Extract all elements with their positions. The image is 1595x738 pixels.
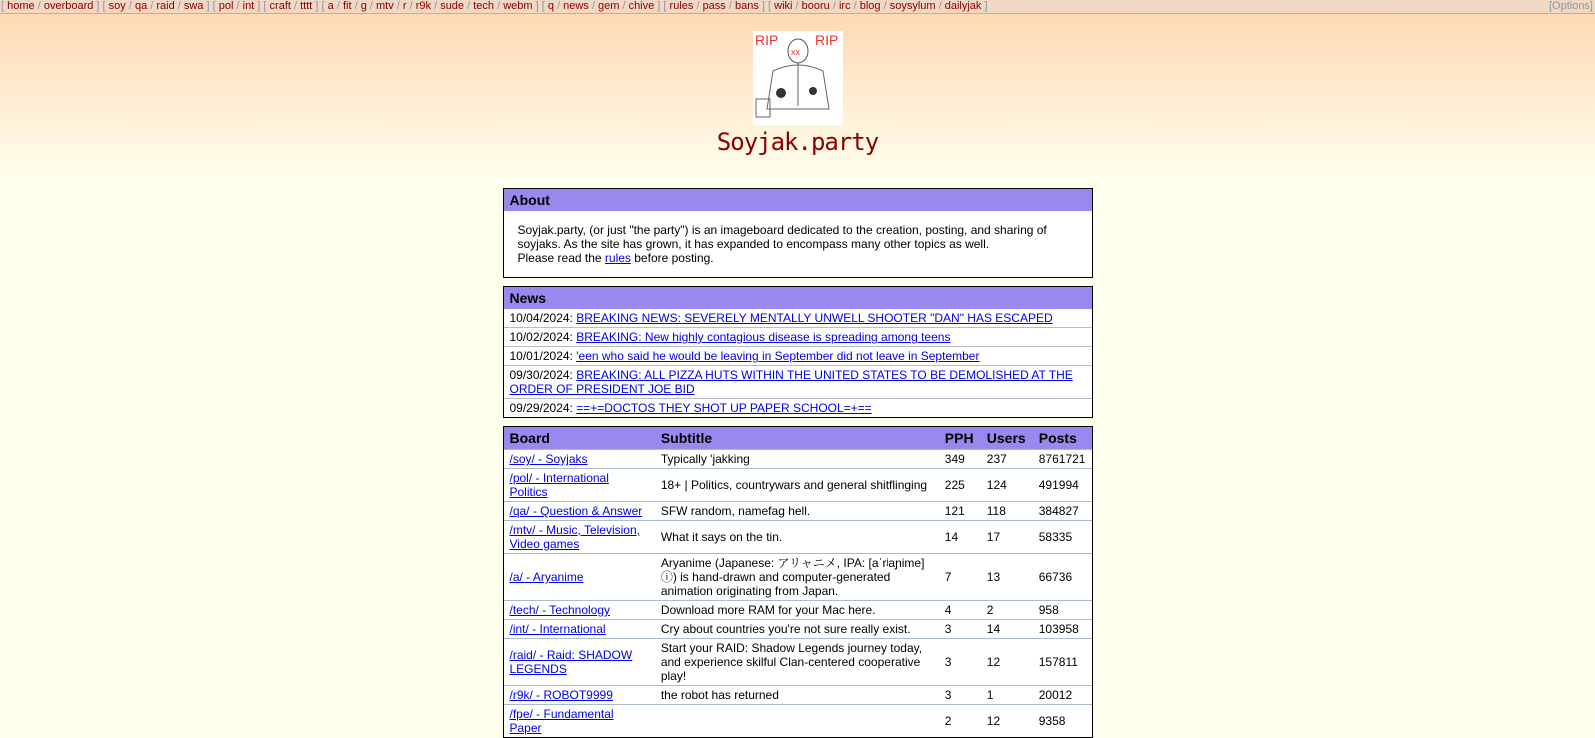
nav-link-qa[interactable]: qa — [134, 0, 148, 12]
board-subtitle: Start your RAID: Shadow Legends journey today, and experience skilful Clan-centered cooperative play! — [655, 639, 939, 686]
board-link[interactable]: /soy/ - Soyjaks — [509, 452, 588, 466]
board-posts: 157811 — [1033, 639, 1092, 686]
board-link[interactable]: /raid/ - Raid: SHADOW LEGENDS — [509, 648, 633, 676]
column-header-users: Users — [981, 427, 1033, 450]
board-posts: 491994 — [1033, 469, 1092, 502]
nav-link-tech[interactable]: tech — [473, 0, 495, 12]
board-pph: 121 — [939, 502, 981, 521]
board-subtitle — [655, 705, 939, 738]
board-subtitle: Cry about countries you're not sure really exist. — [655, 620, 939, 639]
board-row — [504, 450, 1092, 469]
board-posts: 58335 — [1033, 521, 1092, 554]
boards-table — [504, 427, 1092, 737]
board-row — [504, 705, 1092, 738]
nav-link-r9k[interactable]: r9k — [415, 0, 432, 12]
nav-link-news[interactable]: news — [563, 0, 589, 12]
column-header-pph: PPH — [939, 427, 981, 450]
nav-link-q[interactable]: q — [547, 0, 554, 12]
board-pph: 2 — [939, 705, 981, 738]
board-row — [504, 502, 1092, 521]
board-row — [504, 686, 1092, 705]
header — [0, 31, 1595, 156]
nav-link-overboard[interactable]: overboard — [43, 0, 94, 12]
board-pph: 3 — [939, 686, 981, 705]
nav-link-dailyjak[interactable]: dailyjak — [944, 0, 982, 12]
board-users: 17 — [981, 521, 1033, 554]
rules-prefix: Please read the — [517, 251, 605, 265]
news-item — [504, 346, 1092, 365]
nav-link-pol[interactable]: pol — [218, 0, 234, 12]
board-subtitle: Typically 'jakking — [655, 450, 939, 469]
board-pph: 3 — [939, 620, 981, 639]
board-posts: 9358 — [1033, 705, 1092, 738]
board-cell — [504, 705, 655, 738]
board-row — [504, 554, 1092, 601]
nav-link-swa[interactable]: swa — [183, 0, 204, 12]
board-link[interactable]: /tech/ - Technology — [509, 603, 611, 617]
news-date: 09/30/2024: — [509, 368, 577, 382]
news-date: 10/01/2024: — [509, 349, 577, 363]
board-cell — [504, 502, 655, 521]
nav-link-pass[interactable]: pass — [702, 0, 726, 12]
board-pph: 14 — [939, 521, 981, 554]
news-item — [504, 398, 1092, 417]
svg-text:xx: xx — [790, 47, 800, 57]
options-link[interactable]: [Options] — [1548, 0, 1593, 12]
nav-link-fit[interactable]: fit — [342, 0, 352, 12]
board-cell — [504, 686, 655, 705]
board-users: 14 — [981, 620, 1033, 639]
nav-link-raid[interactable]: raid — [156, 0, 175, 12]
news-link[interactable]: BREAKING: ALL PIZZA HUTS WITHIN THE UNITED STATES TO BE DEMOLISHED AT THE ORDER OF PRESIDENT JOE BID — [509, 368, 1073, 396]
board-cell — [504, 639, 655, 686]
board-posts: 384827 — [1033, 502, 1092, 521]
rules-suffix: before posting. — [630, 251, 714, 265]
board-nav: [ home / overboard ] [ soy / qa / raid / swa ] [ pol / int ] [ craft / tttt ] [ a / fit / g / mtv / r / r9k / sude / tech / webm ] [ q / news / gem / chive ] [ rules / pass / bans ] [ wiki / booru / irc / blog / soysylum / dailyjak ] [Options] — [1, 0, 1593, 12]
board-users: 12 — [981, 705, 1033, 738]
board-row — [504, 521, 1092, 554]
board-subtitle: Aryanime (Japanese: アリャニメ, IPA: [aˈrʲaɲime] ⓘ) is hand-drawn and computer-generated animation originating from Japan. — [655, 554, 939, 601]
board-posts: 8761721 — [1033, 450, 1092, 469]
board-subtitle: 18+ | Politics, countrywars and general shitflinging — [655, 469, 939, 502]
board-cell — [504, 620, 655, 639]
news-link[interactable]: ==+=DOCTOS THEY SHOT UP PAPER SCHOOL=+== — [576, 401, 872, 415]
nav-link-home[interactable]: home — [7, 0, 35, 12]
board-cell — [504, 521, 655, 554]
board-cell — [504, 601, 655, 620]
board-link[interactable]: /a/ - Aryanime — [509, 570, 584, 584]
site-title: Soyjak.party — [716, 128, 879, 156]
logo-image — [753, 31, 843, 125]
nav-link-rules[interactable]: rules — [669, 0, 694, 12]
nav-link-wiki[interactable]: wiki — [774, 0, 793, 12]
nav-link-craft[interactable]: craft — [269, 0, 291, 12]
board-subtitle: SFW random, namefag hell. — [655, 502, 939, 521]
board-pph: 349 — [939, 450, 981, 469]
board-row — [504, 620, 1092, 639]
nav-link-irc[interactable]: irc — [838, 0, 851, 12]
board-pph: 4 — [939, 601, 981, 620]
board-users: 124 — [981, 469, 1033, 502]
board-link[interactable]: /fpe/ - Fundamental Paper — [509, 707, 614, 735]
nav-link-r[interactable]: r — [402, 0, 407, 12]
nav-link-soy[interactable]: soy — [108, 0, 126, 12]
about-text: Soyjak.party, (or just "the party") is an imageboard dedicated to the creation, posting, and sharing of soyjaks. As the site has grown, it has expanded to encompass many other topics as well. — [517, 223, 1047, 251]
board-row — [504, 469, 1092, 502]
news-link[interactable]: BREAKING: New highly contagious disease is spreading among teens — [576, 330, 951, 344]
nav-link-sude[interactable]: sude — [440, 0, 465, 12]
column-header-posts: Posts — [1033, 427, 1092, 450]
board-users: 1 — [981, 686, 1033, 705]
board-posts: 66736 — [1033, 554, 1092, 601]
board-users: 12 — [981, 639, 1033, 686]
nav-link-int[interactable]: int — [242, 0, 255, 12]
board-link[interactable]: /int/ - International — [509, 622, 606, 636]
board-posts: 958 — [1033, 601, 1092, 620]
nav-link-g[interactable]: g — [360, 0, 367, 12]
news-date: 09/29/2024: — [509, 401, 577, 415]
board-posts: 20012 — [1033, 686, 1092, 705]
news-item — [504, 327, 1092, 346]
board-link[interactable]: /r9k/ - ROBOT9999 — [509, 688, 613, 702]
svg-text:RIP: RIP — [754, 32, 778, 48]
nav-link-gem[interactable]: gem — [597, 0, 620, 12]
news-heading: News — [504, 287, 1092, 309]
column-header-board: Board — [504, 427, 655, 450]
board-link[interactable]: /mtv/ - Music, Television, Video games — [509, 523, 640, 551]
board-row — [504, 601, 1092, 620]
board-pph: 7 — [939, 554, 981, 601]
board-pph: 3 — [939, 639, 981, 686]
svg-text:RIP: RIP — [814, 32, 838, 48]
board-link[interactable]: /qa/ - Question & Answer — [509, 504, 643, 518]
board-users: 13 — [981, 554, 1033, 601]
nav-link-a[interactable]: a — [327, 0, 334, 12]
news-date: 10/04/2024: — [509, 311, 577, 325]
board-subtitle: What it says on the tin. — [655, 521, 939, 554]
boards-box — [503, 426, 1093, 738]
nav-link-mtv[interactable]: mtv — [375, 0, 394, 12]
news-date: 10/02/2024: — [509, 330, 577, 344]
news-item — [504, 365, 1092, 398]
nav-link-soysylum[interactable]: soysylum — [889, 0, 936, 12]
nav-link-blog[interactable]: blog — [859, 0, 881, 12]
about-heading: About — [504, 189, 1092, 211]
column-header-subtitle: Subtitle — [655, 427, 939, 450]
nav-link-webm[interactable]: webm — [503, 0, 533, 12]
news-box — [503, 286, 1093, 418]
board-pph: 225 — [939, 469, 981, 502]
board-cell — [504, 450, 655, 469]
board-cell — [504, 554, 655, 601]
news-link[interactable]: 'een who said he would be leaving in September did not leave in September — [576, 349, 980, 363]
board-cell — [504, 469, 655, 502]
news-link[interactable]: BREAKING NEWS: SEVERELY MENTALLY UNWELL SHOOTER "DAN" HAS ESCAPED — [576, 311, 1053, 325]
board-link[interactable]: /pol/ - International Politics — [509, 471, 609, 499]
board-subtitle: the robot has returned — [655, 686, 939, 705]
about-box — [503, 188, 1093, 278]
news-item — [504, 309, 1092, 327]
nav-link-bans[interactable]: bans — [734, 0, 759, 12]
nav-link-tttt[interactable]: tttt — [300, 0, 313, 12]
board-users: 118 — [981, 502, 1033, 521]
board-users: 237 — [981, 450, 1033, 469]
nav-link-chive[interactable]: chive — [628, 0, 655, 12]
board-users: 2 — [981, 601, 1033, 620]
board-subtitle: Download more RAM for your Mac here. — [655, 601, 939, 620]
nav-link-booru[interactable]: booru — [801, 0, 830, 12]
board-row — [504, 639, 1092, 686]
rules-link[interactable]: rules — [604, 251, 631, 265]
board-posts: 103958 — [1033, 620, 1092, 639]
